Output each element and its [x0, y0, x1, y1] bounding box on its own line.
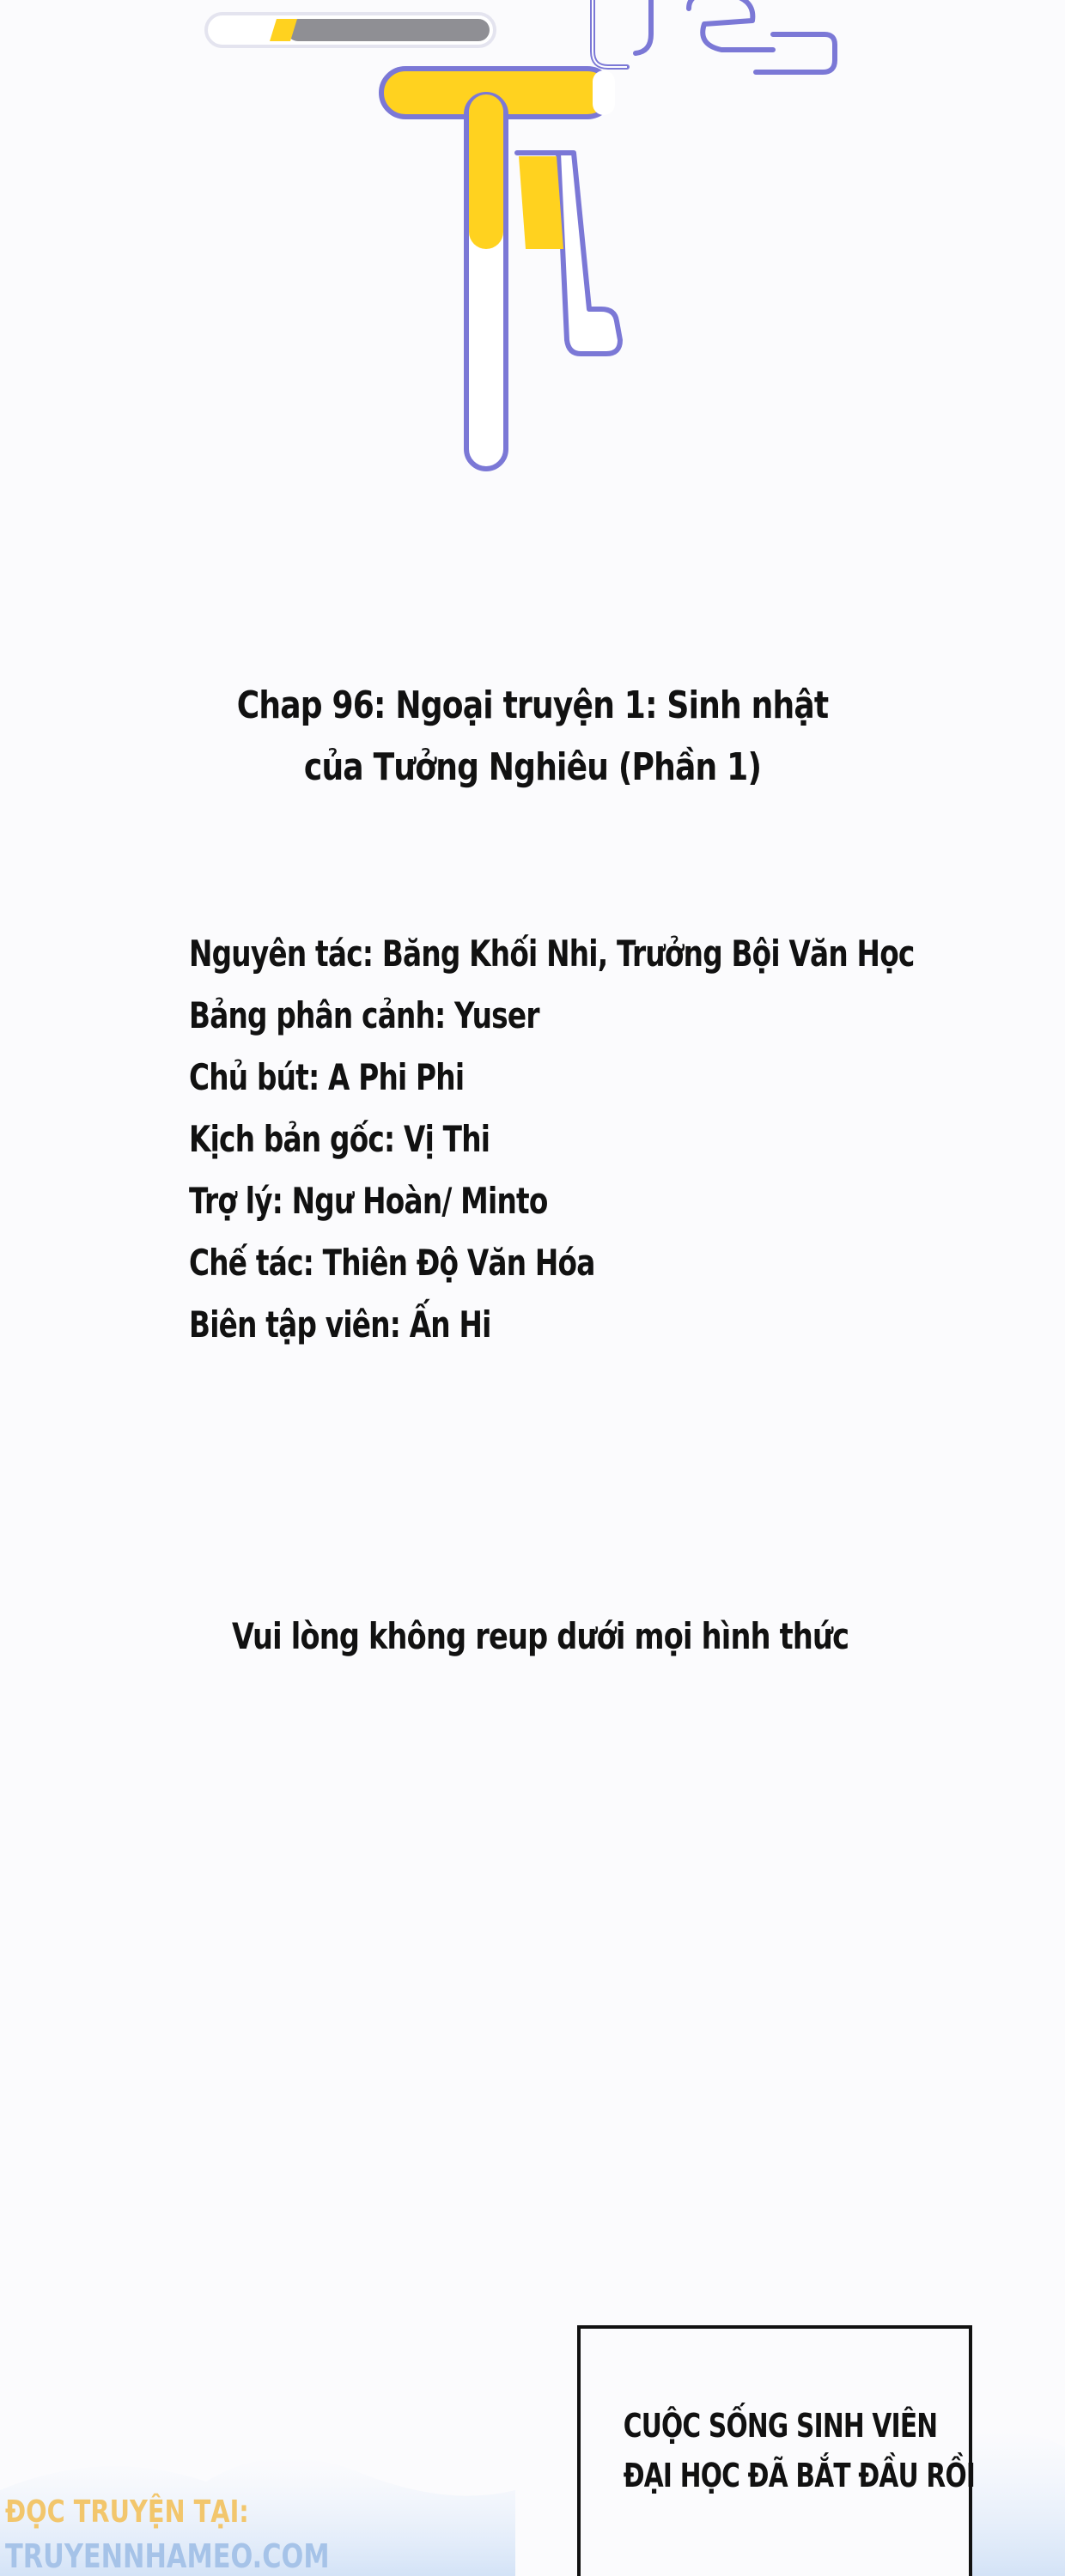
series-logo-art [0, 0, 1065, 515]
watermark-label: ĐỌC TRUYỆN TẠI: [5, 2494, 249, 2530]
no-reup-notice: Vui lòng không reup dưới mọi hình thức [232, 1615, 849, 1657]
logo-right-stroke [517, 153, 620, 354]
chapter-title-line2: của Tưởng Nghiêu (Phần 1) [303, 745, 762, 789]
logo-bar [206, 14, 495, 46]
next-chapter-teaser-box [577, 2325, 976, 2576]
credit-lead-artist: Chủ bút: A Phi Phi [189, 1056, 465, 1098]
teaser-line2: ĐẠI HỌC ĐÃ BẮT ĐẦU RỒI [623, 2457, 976, 2494]
teaser-line1: CUỘC SỐNG SINH VIÊN [623, 2407, 938, 2445]
logo-vertical-stroke [466, 94, 506, 469]
credit-production: Chế tác: Thiên Độ Văn Hóa [189, 1242, 595, 1284]
watermark-site: TRUYENNHAMEO.COM [5, 2537, 330, 2575]
logo-top-strokes [593, 0, 835, 72]
credit-storyboard: Bảng phân cảnh: Yuser [189, 994, 539, 1036]
chapter-title-line1: Chap 96: Ngoại truyện 1: Sinh nhật [236, 683, 829, 727]
credit-original-author: Nguyên tác: Băng Khối Nhi, Trưởng Bội Văn Học [189, 933, 915, 975]
credit-assistant: Trợ lý: Ngư Hoàn/ Minto [189, 1180, 548, 1222]
credit-editor: Biên tập viên: Ấn Hi [189, 1303, 491, 1346]
logo-top-strokes-white [593, 0, 627, 67]
credit-script: Kịch bản gốc: Vị Thi [189, 1118, 490, 1160]
